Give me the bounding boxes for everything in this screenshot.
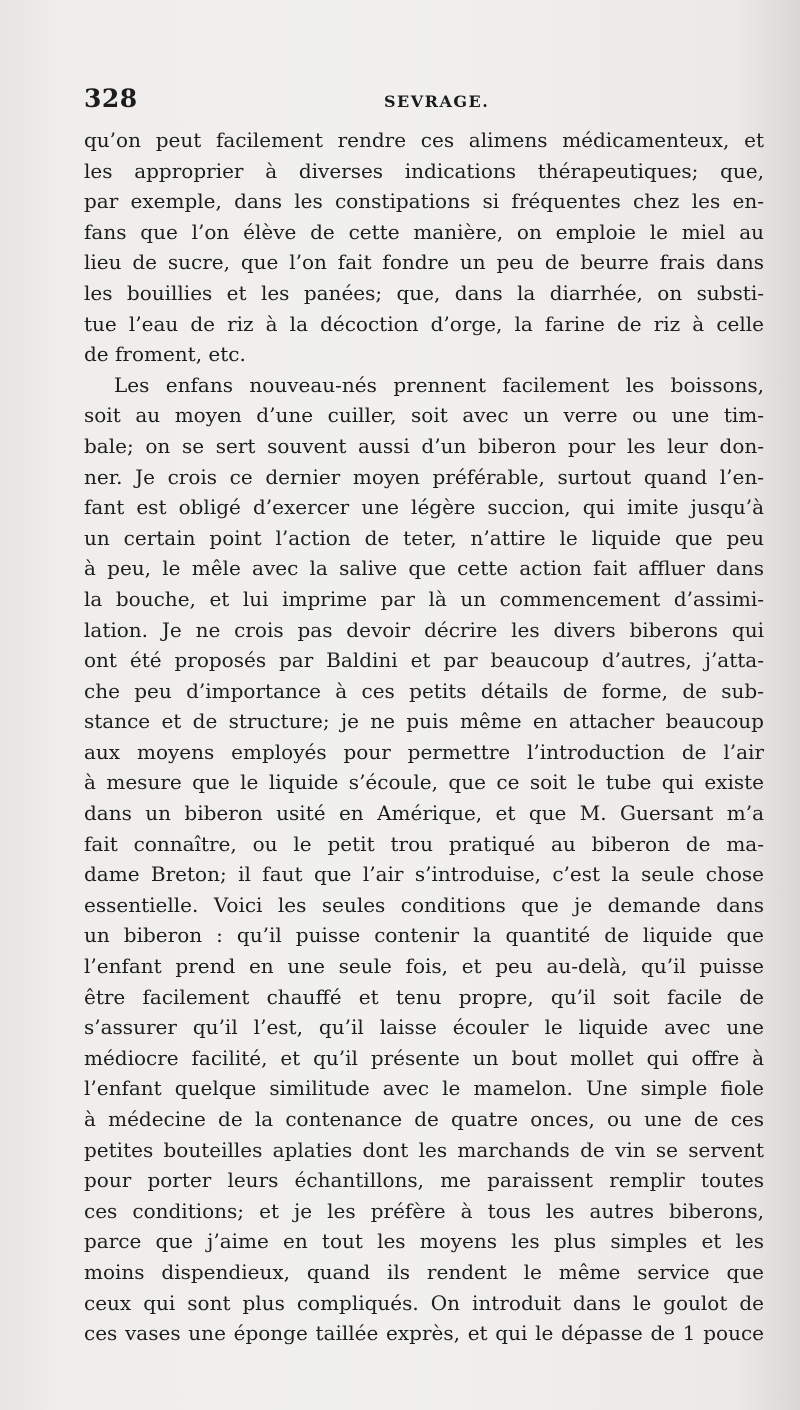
text-line: che peu d’importance à ces petits détails de forme, de sub- [84, 678, 764, 703]
text-line: un certain point l’action de teter, n’attire le liquide que peu [84, 525, 764, 550]
text-line: dans un biberon usité en Amérique, et que M. Guersant m’a [84, 801, 764, 826]
text-line: fans que l’on élève de cette manière, on emploie le miel au [84, 219, 764, 244]
text-line: stance et de structure; je ne puis même en attacher beaucoup [84, 709, 764, 734]
text-line: ces conditions; et je les préfère à tous les autres biberons, [84, 1198, 764, 1223]
text-line: parce que j’aime en tout les moyens les plus simples et les [84, 1229, 764, 1254]
text-line: pour porter leurs échantillons, me paraissent remplir toutes [84, 1168, 764, 1193]
text-line: être facilement chauffé et tenu propre, qu’il soit facile de [84, 984, 764, 1009]
text-line: dame Breton; il faut que l’air s’introduise, c’est la seule chose [84, 862, 764, 887]
text-line: qu’on peut facilement rendre ces alimens médicamenteux, et [84, 128, 764, 152]
paragraph-start-line: Les enfans nouveau-nés prennent facilement les boissons, [114, 372, 764, 397]
text-line: à mesure que le liquide s’écoule, que ce soit le tube qui existe [84, 770, 764, 795]
text-line: médiocre facilité, et qu’il présente un bout mollet qui offre à [84, 1045, 764, 1070]
running-title: SEVRAGE. [384, 92, 490, 111]
page-number: 328 [84, 84, 138, 113]
body-text [84, 125, 764, 1349]
text-line: bale; on se sert souvent aussi d’un biberon pour les leur don- [84, 433, 764, 458]
text-line: à médecine de la contenance de quatre onces, ou une de ces [84, 1107, 764, 1131]
text-line: l’enfant quelque similitude avec le mamelon. Une simple fiole [84, 1076, 764, 1101]
text-line: les approprier à diverses indications thérapeutiques; que, [84, 158, 764, 183]
text-line: moins dispendieux, quand ils rendent le même service que [84, 1259, 764, 1284]
text-line: les bouillies et les panées; que, dans la diarrhée, on substi- [84, 280, 764, 305]
text-line: lation. Je ne crois pas devoir décrire les divers biberons qui [84, 617, 764, 642]
text-line: tue l’eau de riz à la décoction d’orge, la farine de riz à celle [84, 311, 764, 336]
text-line: soit au moyen d’une cuiller, soit avec un verre ou une tim- [84, 403, 764, 428]
text-line: s’assurer qu’il l’est, qu’il laisse écouler le liquide avec une [84, 1015, 764, 1040]
text-line: la bouche, et lui imprime par là un commencement d’assimi- [84, 586, 764, 611]
page-header [84, 84, 764, 114]
text-line: fait connaître, ou le petit trou pratiqué au biberon de ma- [84, 831, 764, 856]
text-line: aux moyens employés pour permettre l’introduction de l’air [84, 739, 764, 764]
text-line: l’enfant prend en une seule fois, et peu au-delà, qu’il puisse [84, 954, 764, 979]
text-line: un biberon : qu’il puisse contenir la quantité de liquide que [84, 923, 764, 948]
text-line: à peu, le mêle avec la salive que cette action fait affluer dans [84, 556, 764, 581]
text-line: par exemple, dans les constipations si fréquentes chez les en- [84, 189, 764, 214]
text-line: petites bouteilles aplaties dont les marchands de vin se servent [84, 1137, 764, 1162]
text-line: essentielle. Voici les seules conditions que je demande dans [84, 892, 764, 917]
text-line: de froment, etc. [84, 342, 246, 367]
text-line: ceux qui sont plus compliqués. On introduit dans le goulot de [84, 1290, 764, 1315]
text-line: ont été proposés par Baldini et par beaucoup d’autres, j’atta- [84, 648, 764, 673]
text-line: lieu de sucre, que l’on fait fondre un peu de beurre frais dans [84, 250, 764, 275]
text-line: ner. Je crois ce dernier moyen préférable, surtout quand l’en- [84, 464, 764, 489]
text-line: fant est obligé d’exercer une légère succion, qui imite jusqu’à [84, 495, 764, 520]
text-line: ces vases une éponge taillée exprès, et qui le dépasse de 1 pouce [84, 1321, 764, 1346]
